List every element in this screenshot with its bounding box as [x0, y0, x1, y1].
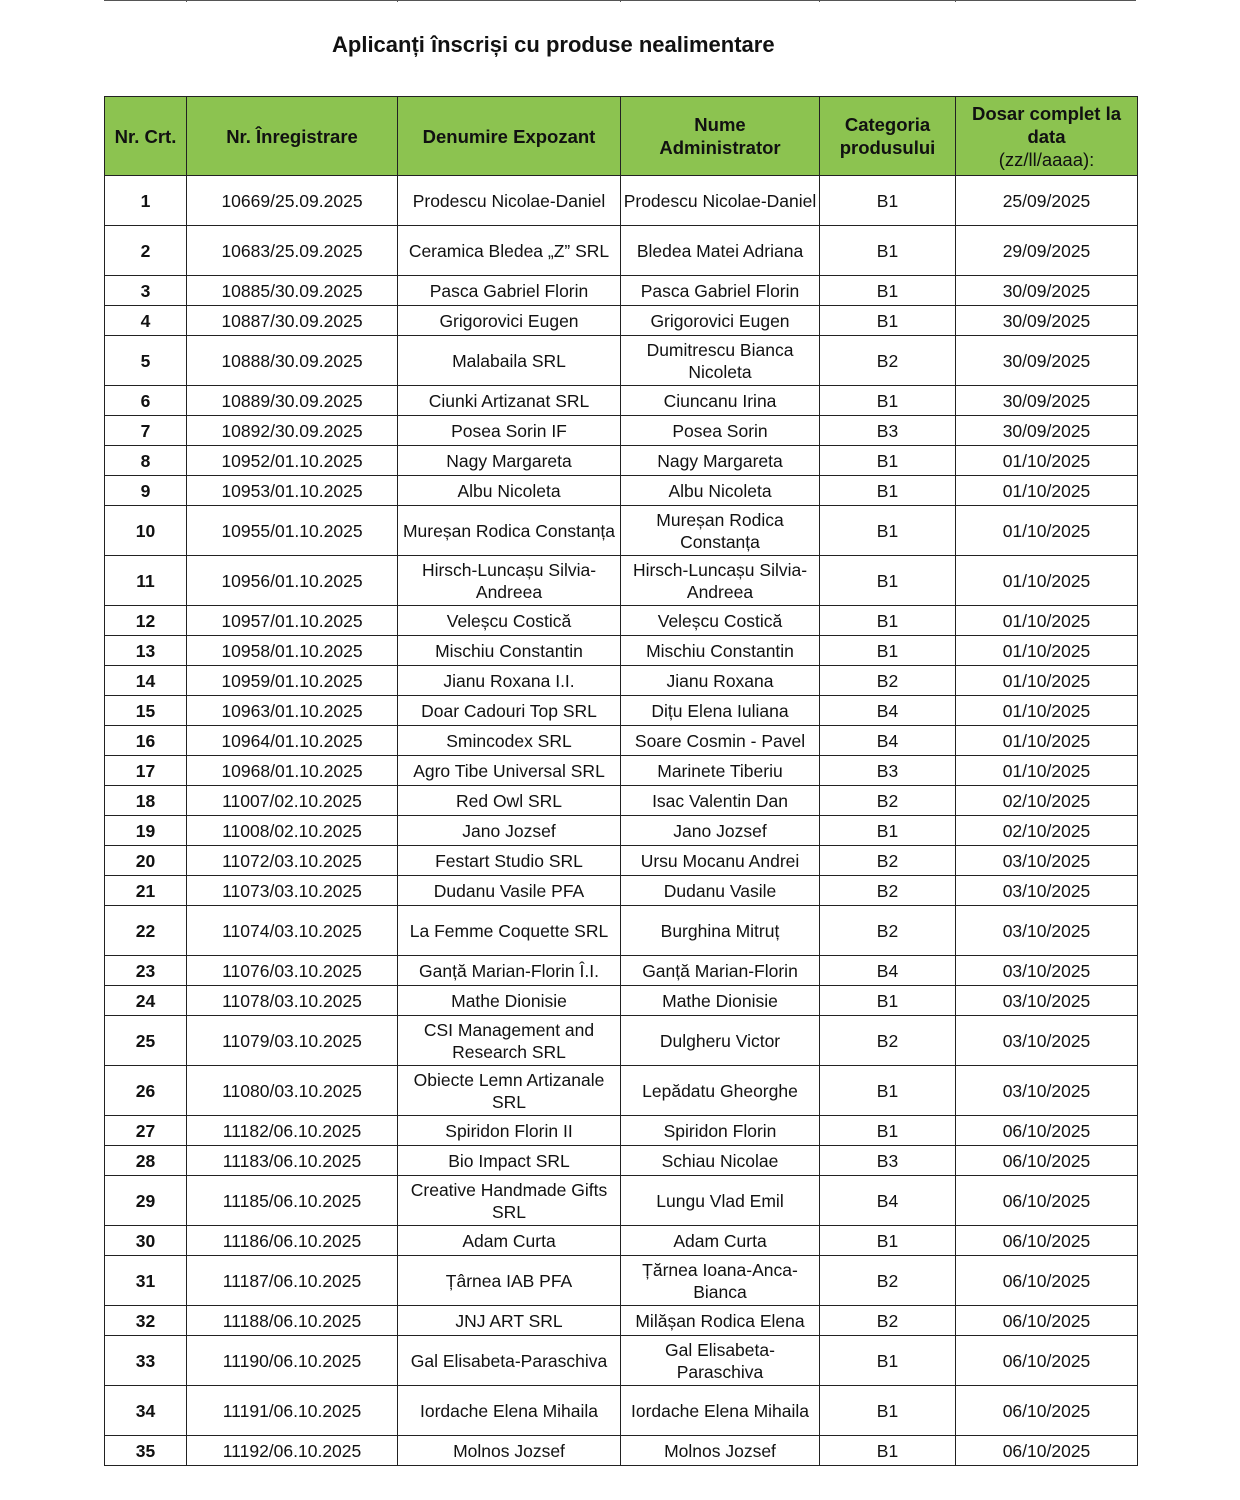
cell-dosar-complet: 03/10/2025 [956, 1066, 1138, 1116]
cell-nume-administrator: Grigorovici Eugen [621, 306, 820, 336]
cell-dosar-complet: 06/10/2025 [956, 1256, 1138, 1306]
cell-dosar-complet: 01/10/2025 [956, 726, 1138, 756]
cell-denumire-expozant: Ciunki Artizanat SRL [398, 386, 621, 416]
cell-nr-crt: 32 [105, 1306, 187, 1336]
cell-categoria-produsului: B1 [820, 986, 956, 1016]
cell-nume-administrator: Molnos Jozsef [621, 1436, 820, 1466]
column-tick [397, 0, 398, 2]
cell-denumire-expozant: CSI Management and Research SRL [398, 1016, 621, 1066]
column-tick [955, 0, 956, 2]
cell-nr-crt: 30 [105, 1226, 187, 1256]
header-dosar-format: (zz/ll/aaaa): [998, 148, 1095, 170]
cell-dosar-complet: 03/10/2025 [956, 906, 1138, 956]
cell-nume-administrator: Țărnea Ioana-Anca-Bianca [621, 1256, 820, 1306]
cell-nr-inregistrare: 10958/01.10.2025 [187, 636, 398, 666]
cell-nr-crt: 1 [105, 176, 187, 226]
cell-categoria-produsului: B4 [820, 696, 956, 726]
cell-categoria-produsului: B1 [820, 1336, 956, 1386]
table-row [105, 556, 1138, 606]
cell-nume-administrator: Lepădatu Gheorghe [621, 1066, 820, 1116]
cell-categoria-produsului: B4 [820, 1176, 956, 1226]
cell-nr-crt: 18 [105, 786, 187, 816]
cell-nr-crt: 16 [105, 726, 187, 756]
cell-categoria-produsului: B2 [820, 1306, 956, 1336]
cell-nr-inregistrare: 10963/01.10.2025 [187, 696, 398, 726]
table-row [105, 476, 1138, 506]
cell-dosar-complet: 06/10/2025 [956, 1336, 1138, 1386]
cell-nume-administrator: Nagy Margareta [621, 446, 820, 476]
cell-categoria-produsului: B3 [820, 756, 956, 786]
cell-dosar-complet: 01/10/2025 [956, 696, 1138, 726]
table-row [105, 816, 1138, 846]
table-row [105, 636, 1138, 666]
cell-nr-inregistrare: 11007/02.10.2025 [187, 786, 398, 816]
cell-nr-crt: 23 [105, 956, 187, 986]
cell-nr-inregistrare: 10968/01.10.2025 [187, 756, 398, 786]
cell-nume-administrator: Mathe Dionisie [621, 986, 820, 1016]
cell-nr-crt: 28 [105, 1146, 187, 1176]
cell-denumire-expozant: Nagy Margareta [398, 446, 621, 476]
table-row [105, 1436, 1138, 1466]
cell-nr-inregistrare: 11190/06.10.2025 [187, 1336, 398, 1386]
table-row [105, 1336, 1138, 1386]
header-nr-inregistrare: Nr. Înregistrare [187, 97, 398, 176]
cell-denumire-expozant: Molnos Jozsef [398, 1436, 621, 1466]
cell-nume-administrator: Veleșcu Costică [621, 606, 820, 636]
cell-nr-inregistrare: 11192/06.10.2025 [187, 1436, 398, 1466]
cell-nr-crt: 3 [105, 276, 187, 306]
table-row [105, 306, 1138, 336]
table-row [105, 876, 1138, 906]
cell-categoria-produsului: B1 [820, 1066, 956, 1116]
cell-nr-crt: 5 [105, 336, 187, 386]
cell-nume-administrator: Dițu Elena Iuliana [621, 696, 820, 726]
cell-categoria-produsului: B1 [820, 176, 956, 226]
cell-nume-administrator: Schiau Nicolae [621, 1146, 820, 1176]
table-row [105, 1146, 1138, 1176]
cell-nr-crt: 24 [105, 986, 187, 1016]
cell-nr-inregistrare: 11187/06.10.2025 [187, 1256, 398, 1306]
cell-nr-crt: 17 [105, 756, 187, 786]
cell-denumire-expozant: JNJ ART SRL [398, 1306, 621, 1336]
cell-categoria-produsului: B2 [820, 876, 956, 906]
cell-nr-crt: 4 [105, 306, 187, 336]
table-row [105, 1176, 1138, 1226]
cell-nr-crt: 12 [105, 606, 187, 636]
cell-categoria-produsului: B1 [820, 306, 956, 336]
table-row [105, 1256, 1138, 1306]
cell-nume-administrator: Pasca Gabriel Florin [621, 276, 820, 306]
cell-categoria-produsului: B1 [820, 1436, 956, 1466]
cell-categoria-produsului: B1 [820, 816, 956, 846]
page-title-container [104, 32, 1136, 62]
cell-nr-inregistrare: 10892/30.09.2025 [187, 416, 398, 446]
cell-nr-inregistrare: 10889/30.09.2025 [187, 386, 398, 416]
cell-nr-crt: 15 [105, 696, 187, 726]
cell-dosar-complet: 03/10/2025 [956, 846, 1138, 876]
cell-nr-inregistrare: 11072/03.10.2025 [187, 846, 398, 876]
cell-denumire-expozant: Obiecte Lemn Artizanale SRL [398, 1066, 621, 1116]
cell-nr-crt: 14 [105, 666, 187, 696]
cell-categoria-produsului: B1 [820, 446, 956, 476]
cell-nume-administrator: Gal Elisabeta-Paraschiva [621, 1336, 820, 1386]
table-row [105, 1386, 1138, 1436]
cell-nr-inregistrare: 11076/03.10.2025 [187, 956, 398, 986]
cell-denumire-expozant: Dudanu Vasile PFA [398, 876, 621, 906]
cell-dosar-complet: 03/10/2025 [956, 956, 1138, 986]
cell-categoria-produsului: B1 [820, 1116, 956, 1146]
cell-denumire-expozant: Spiridon Florin II [398, 1116, 621, 1146]
cell-dosar-complet: 06/10/2025 [956, 1436, 1138, 1466]
cell-nr-crt: 7 [105, 416, 187, 446]
cell-nr-inregistrare: 10952/01.10.2025 [187, 446, 398, 476]
cell-categoria-produsului: B2 [820, 786, 956, 816]
cell-denumire-expozant: Adam Curta [398, 1226, 621, 1256]
cell-nr-inregistrare: 10888/30.09.2025 [187, 336, 398, 386]
column-tick [819, 0, 820, 2]
cell-denumire-expozant: Mischiu Constantin [398, 636, 621, 666]
cell-dosar-complet: 03/10/2025 [956, 876, 1138, 906]
table-row [105, 1016, 1138, 1066]
cell-categoria-produsului: B1 [820, 1226, 956, 1256]
cell-nume-administrator: Albu Nicoleta [621, 476, 820, 506]
cell-nr-inregistrare: 11183/06.10.2025 [187, 1146, 398, 1176]
cell-nr-inregistrare: 11078/03.10.2025 [187, 986, 398, 1016]
cell-nr-crt: 33 [105, 1336, 187, 1386]
table-row [105, 956, 1138, 986]
cell-nume-administrator: Dudanu Vasile [621, 876, 820, 906]
cell-nume-administrator: Hirsch-Luncașu Silvia-Andreea [621, 556, 820, 606]
cell-dosar-complet: 06/10/2025 [956, 1306, 1138, 1336]
cell-dosar-complet: 30/09/2025 [956, 386, 1138, 416]
cell-denumire-expozant: Agro Tibe Universal SRL [398, 756, 621, 786]
cell-categoria-produsului: B2 [820, 1016, 956, 1066]
cell-nume-administrator: Lungu Vlad Emil [621, 1176, 820, 1226]
cell-nr-crt: 6 [105, 386, 187, 416]
cell-denumire-expozant: Iordache Elena Mihaila [398, 1386, 621, 1436]
cell-dosar-complet: 01/10/2025 [956, 636, 1138, 666]
cell-denumire-expozant: Hirsch-Luncașu Silvia-Andreea [398, 556, 621, 606]
cell-nr-crt: 11 [105, 556, 187, 606]
table-row [105, 786, 1138, 816]
table-row [105, 1066, 1138, 1116]
cell-denumire-expozant: Ganță Marian-Florin Î.I. [398, 956, 621, 986]
cell-categoria-produsului: B1 [820, 276, 956, 306]
cell-denumire-expozant: Jano Jozsef [398, 816, 621, 846]
cell-dosar-complet: 03/10/2025 [956, 1016, 1138, 1066]
cell-nr-crt: 10 [105, 506, 187, 556]
cell-nr-inregistrare: 11073/03.10.2025 [187, 876, 398, 906]
cell-denumire-expozant: Jianu Roxana I.I. [398, 666, 621, 696]
table-row [105, 276, 1138, 306]
cell-denumire-expozant: Grigorovici Eugen [398, 306, 621, 336]
cell-nr-inregistrare: 10955/01.10.2025 [187, 506, 398, 556]
cell-nr-crt: 8 [105, 446, 187, 476]
cell-categoria-produsului: B1 [820, 556, 956, 606]
cell-dosar-complet: 06/10/2025 [956, 1146, 1138, 1176]
cell-categoria-produsului: B1 [820, 506, 956, 556]
cell-dosar-complet: 01/10/2025 [956, 606, 1138, 636]
cell-nume-administrator: Milășan Rodica Elena [621, 1306, 820, 1336]
cell-nr-inregistrare: 11191/06.10.2025 [187, 1386, 398, 1436]
cell-denumire-expozant: Smincodex SRL [398, 726, 621, 756]
cell-categoria-produsului: B2 [820, 336, 956, 386]
cell-denumire-expozant: Posea Sorin IF [398, 416, 621, 446]
cell-dosar-complet: 06/10/2025 [956, 1226, 1138, 1256]
cell-denumire-expozant: Gal Elisabeta-Paraschiva [398, 1336, 621, 1386]
cell-nume-administrator: Spiridon Florin [621, 1116, 820, 1146]
table-row [105, 756, 1138, 786]
table-row [105, 176, 1138, 226]
table-row [105, 416, 1138, 446]
cell-nume-administrator: Adam Curta [621, 1226, 820, 1256]
cell-categoria-produsului: B2 [820, 1256, 956, 1306]
table-row [105, 846, 1138, 876]
cell-nr-inregistrare: 11185/06.10.2025 [187, 1176, 398, 1226]
cell-nume-administrator: Ganță Marian-Florin [621, 956, 820, 986]
cell-denumire-expozant: Mureșan Rodica Constanța [398, 506, 621, 556]
header-nume-administrator: Nume Administrator [621, 97, 820, 176]
table-row [105, 666, 1138, 696]
header-dosar-complet-label: Dosar complet la data [971, 102, 1122, 147]
table-row [105, 696, 1138, 726]
cell-nr-inregistrare: 10953/01.10.2025 [187, 476, 398, 506]
cell-nr-inregistrare: 11074/03.10.2025 [187, 906, 398, 956]
cell-dosar-complet: 01/10/2025 [956, 506, 1138, 556]
table-row [105, 1226, 1138, 1256]
cell-categoria-produsului: B1 [820, 476, 956, 506]
column-tick [186, 0, 187, 2]
header-nr-crt: Nr. Crt. [105, 97, 187, 176]
table-row [105, 446, 1138, 476]
cell-dosar-complet: 25/09/2025 [956, 176, 1138, 226]
cell-categoria-produsului: B2 [820, 666, 956, 696]
header-dosar-complet [956, 97, 1138, 176]
cell-nr-crt: 9 [105, 476, 187, 506]
cell-nume-administrator: Iordache Elena Mihaila [621, 1386, 820, 1436]
cell-nr-inregistrare: 10964/01.10.2025 [187, 726, 398, 756]
cell-denumire-expozant: Ceramica Bledea „Z” SRL [398, 226, 621, 276]
column-tick [620, 0, 621, 2]
cell-categoria-produsului: B3 [820, 416, 956, 446]
cell-nr-crt: 29 [105, 1176, 187, 1226]
cell-dosar-complet: 30/09/2025 [956, 416, 1138, 446]
cell-dosar-complet: 06/10/2025 [956, 1176, 1138, 1226]
cell-denumire-expozant: Festart Studio SRL [398, 846, 621, 876]
cell-categoria-produsului: B3 [820, 1146, 956, 1176]
cell-nr-inregistrare: 10887/30.09.2025 [187, 306, 398, 336]
cell-nume-administrator: Mischiu Constantin [621, 636, 820, 666]
cell-denumire-expozant: Bio Impact SRL [398, 1146, 621, 1176]
cell-nume-administrator: Dulgheru Victor [621, 1016, 820, 1066]
table-row [105, 1116, 1138, 1146]
applicants-table [104, 96, 1138, 1466]
cell-categoria-produsului: B1 [820, 606, 956, 636]
cell-nr-crt: 2 [105, 226, 187, 276]
cell-nume-administrator: Isac Valentin Dan [621, 786, 820, 816]
cell-nume-administrator: Mureșan Rodica Constanța [621, 506, 820, 556]
cell-nr-inregistrare: 10959/01.10.2025 [187, 666, 398, 696]
cell-nume-administrator: Ciuncanu Irina [621, 386, 820, 416]
cell-nume-administrator: Soare Cosmin - Pavel [621, 726, 820, 756]
cell-dosar-complet: 03/10/2025 [956, 986, 1138, 1016]
cell-nume-administrator: Ursu Mocanu Andrei [621, 846, 820, 876]
cell-dosar-complet: 01/10/2025 [956, 556, 1138, 606]
table-row [105, 226, 1138, 276]
cell-dosar-complet: 06/10/2025 [956, 1386, 1138, 1436]
cell-denumire-expozant: Pasca Gabriel Florin [398, 276, 621, 306]
cell-denumire-expozant: Doar Cadouri Top SRL [398, 696, 621, 726]
cell-categoria-produsului: B1 [820, 636, 956, 666]
cell-denumire-expozant: Albu Nicoleta [398, 476, 621, 506]
cell-nr-inregistrare: 10885/30.09.2025 [187, 276, 398, 306]
cell-dosar-complet: 01/10/2025 [956, 476, 1138, 506]
cell-dosar-complet: 02/10/2025 [956, 816, 1138, 846]
cell-dosar-complet: 30/09/2025 [956, 306, 1138, 336]
cell-dosar-complet: 06/10/2025 [956, 1116, 1138, 1146]
table-row [105, 986, 1138, 1016]
table-row [105, 726, 1138, 756]
cell-categoria-produsului: B1 [820, 1386, 956, 1436]
cell-nr-inregistrare: 10669/25.09.2025 [187, 176, 398, 226]
cell-nr-crt: 22 [105, 906, 187, 956]
cell-denumire-expozant: Red Owl SRL [398, 786, 621, 816]
cell-nume-administrator: Jianu Roxana [621, 666, 820, 696]
cell-nr-inregistrare: 10683/25.09.2025 [187, 226, 398, 276]
cell-dosar-complet: 02/10/2025 [956, 786, 1138, 816]
cell-nr-crt: 13 [105, 636, 187, 666]
cell-denumire-expozant: Veleșcu Costică [398, 606, 621, 636]
header-denumire-expozant: Denumire Expozant [398, 97, 621, 176]
table-row [105, 336, 1138, 386]
cell-categoria-produsului: B2 [820, 846, 956, 876]
cell-nr-crt: 35 [105, 1436, 187, 1466]
table-body [105, 176, 1138, 1466]
cell-dosar-complet: 30/09/2025 [956, 276, 1138, 306]
cell-nr-inregistrare: 11188/06.10.2025 [187, 1306, 398, 1336]
table-row [105, 386, 1138, 416]
cell-nume-administrator: Jano Jozsef [621, 816, 820, 846]
cell-nr-inregistrare: 10957/01.10.2025 [187, 606, 398, 636]
cell-nume-administrator: Dumitrescu Bianca Nicoleta [621, 336, 820, 386]
cell-categoria-produsului: B1 [820, 386, 956, 416]
table-row [105, 606, 1138, 636]
cell-dosar-complet: 01/10/2025 [956, 756, 1138, 786]
cell-dosar-complet: 01/10/2025 [956, 446, 1138, 476]
cell-nr-crt: 27 [105, 1116, 187, 1146]
cell-nr-crt: 21 [105, 876, 187, 906]
cell-nr-crt: 20 [105, 846, 187, 876]
cell-dosar-complet: 30/09/2025 [956, 336, 1138, 386]
cell-nr-inregistrare: 11186/06.10.2025 [187, 1226, 398, 1256]
cell-nume-administrator: Prodescu Nicolae-Daniel [621, 176, 820, 226]
cell-nume-administrator: Bledea Matei Adriana [621, 226, 820, 276]
cell-nr-crt: 34 [105, 1386, 187, 1436]
cell-nr-inregistrare: 11079/03.10.2025 [187, 1016, 398, 1066]
header-categoria-produsului: Categoria produsului [820, 97, 956, 176]
cell-denumire-expozant: Mathe Dionisie [398, 986, 621, 1016]
cell-denumire-expozant: Malabaila SRL [398, 336, 621, 386]
table-header-row [105, 97, 1138, 176]
cell-nume-administrator: Burghina Mitruț [621, 906, 820, 956]
cell-nr-inregistrare: 11182/06.10.2025 [187, 1116, 398, 1146]
table-row [105, 906, 1138, 956]
cell-denumire-expozant: Țârnea IAB PFA [398, 1256, 621, 1306]
cell-nr-crt: 19 [105, 816, 187, 846]
table-row [105, 1306, 1138, 1336]
cell-denumire-expozant: Creative Handmade Gifts SRL [398, 1176, 621, 1226]
cell-denumire-expozant: Prodescu Nicolae-Daniel [398, 176, 621, 226]
cell-nume-administrator: Marinete Tiberiu [621, 756, 820, 786]
cell-nr-inregistrare: 11008/02.10.2025 [187, 816, 398, 846]
cell-denumire-expozant: La Femme Coquette SRL [398, 906, 621, 956]
table-row [105, 506, 1138, 556]
cell-categoria-produsului: B4 [820, 726, 956, 756]
cell-categoria-produsului: B4 [820, 956, 956, 986]
cell-categoria-produsului: B2 [820, 906, 956, 956]
cell-nume-administrator: Posea Sorin [621, 416, 820, 446]
cell-nr-crt: 26 [105, 1066, 187, 1116]
cell-dosar-complet: 01/10/2025 [956, 666, 1138, 696]
cell-nr-crt: 31 [105, 1256, 187, 1306]
cell-nr-inregistrare: 10956/01.10.2025 [187, 556, 398, 606]
cell-nr-crt: 25 [105, 1016, 187, 1066]
cell-dosar-complet: 29/09/2025 [956, 226, 1138, 276]
cell-nr-inregistrare: 11080/03.10.2025 [187, 1066, 398, 1116]
cell-categoria-produsului: B1 [820, 226, 956, 276]
page-title: Aplicanți înscriși cu produse nealimentare [332, 32, 775, 57]
